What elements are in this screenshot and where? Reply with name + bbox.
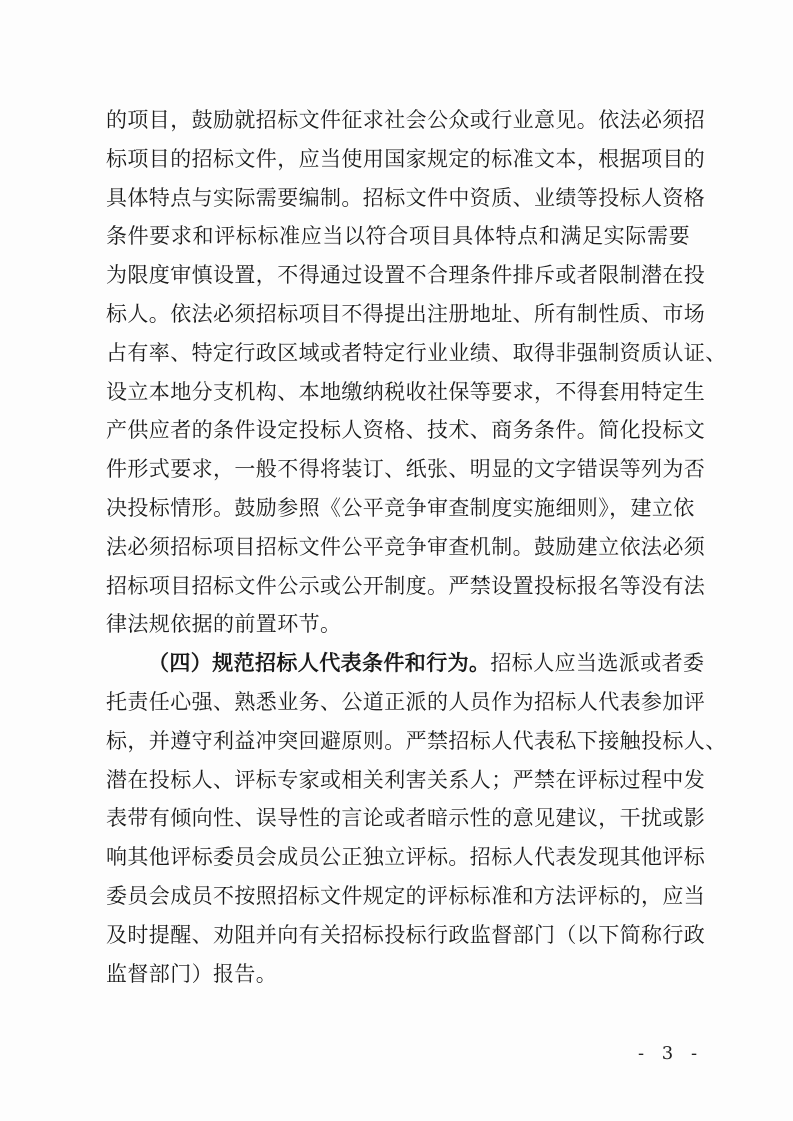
text-line: 潜在投标人、评标专家或相关利害关系人；严禁在评标过程中发	[106, 767, 706, 792]
text-line: 托责任心强、熟悉业务、公道正派的人员作为招标人代表参加评	[106, 689, 706, 714]
text-line: 的项目，鼓励就招标文件征求社会公众或行业意见。依法必须招	[106, 108, 706, 132]
paragraph-2	[106, 644, 727, 993]
text-line: 标，并遵守利益冲突回避原则。严禁招标人代表私下接触投标人、	[106, 728, 727, 753]
text-line: 决投标情形。鼓励参照《公平竞争审查制度实施细则》，建立依	[106, 495, 695, 520]
text-line: 及时提醒、劝阻并向有关招标投标行政监督部门（以下简称行政	[106, 922, 706, 947]
text-line: 响其他评标委员会成员公正独立评标。招标人代表发现其他评标	[106, 845, 706, 870]
section-heading: （四）规范招标人代表条件和行为。	[148, 651, 491, 676]
text-line: 设立本地分支机构、本地缴纳税收社保等要求，不得套用特定生	[106, 379, 706, 404]
text-line: 招标项目招标文件公示或公开制度。严禁设置投标报名等没有法	[106, 573, 706, 598]
text-line: 表带有倾向性、误导性的言论或者暗示性的意见建议，干扰或影	[106, 806, 706, 831]
paragraph-2-first-line	[106, 644, 705, 683]
text-line: 具体特点与实际需要编制。招标文件中资质、业绩等投标人资格	[106, 185, 706, 210]
text-fragment: 招标人应当选派或者委	[490, 651, 705, 676]
text-line: 法必须招标项目招标文件公平竞争审查机制。鼓励建立依法必须	[106, 534, 706, 559]
text-line: 标人。依法必须招标项目不得提出注册地址、所有制性质、市场	[106, 301, 706, 326]
document-body	[106, 101, 727, 993]
text-line: 监督部门）报告。	[106, 961, 278, 986]
text-line: 律法规依据的前置环节。	[106, 612, 342, 637]
text-line: 为限度审慎设置，不得通过设置不合理条件排斥或者限制潜在投	[106, 263, 706, 288]
text-line: 产供应者的条件设定投标人资格、技术、商务条件。简化投标文	[106, 418, 706, 443]
text-line: 占有率、特定行政区域或者特定行业业绩、取得非强制资质认证、	[106, 340, 727, 365]
page-number: - 3 -	[638, 1043, 704, 1064]
text-line: 件形式要求，一般不得将装订、纸张、明显的文字错误等列为否	[106, 457, 706, 482]
paragraph-1	[106, 101, 727, 644]
text-line: 条件要求和评标标准应当以符合项目具体特点和满足实际需要	[106, 224, 690, 249]
text-line: 标项目的招标文件，应当使用国家规定的标准文本，根据项目的	[106, 146, 706, 171]
text-line: 委员会成员不按照招标文件规定的评标标准和方法评标的，应当	[106, 883, 706, 908]
